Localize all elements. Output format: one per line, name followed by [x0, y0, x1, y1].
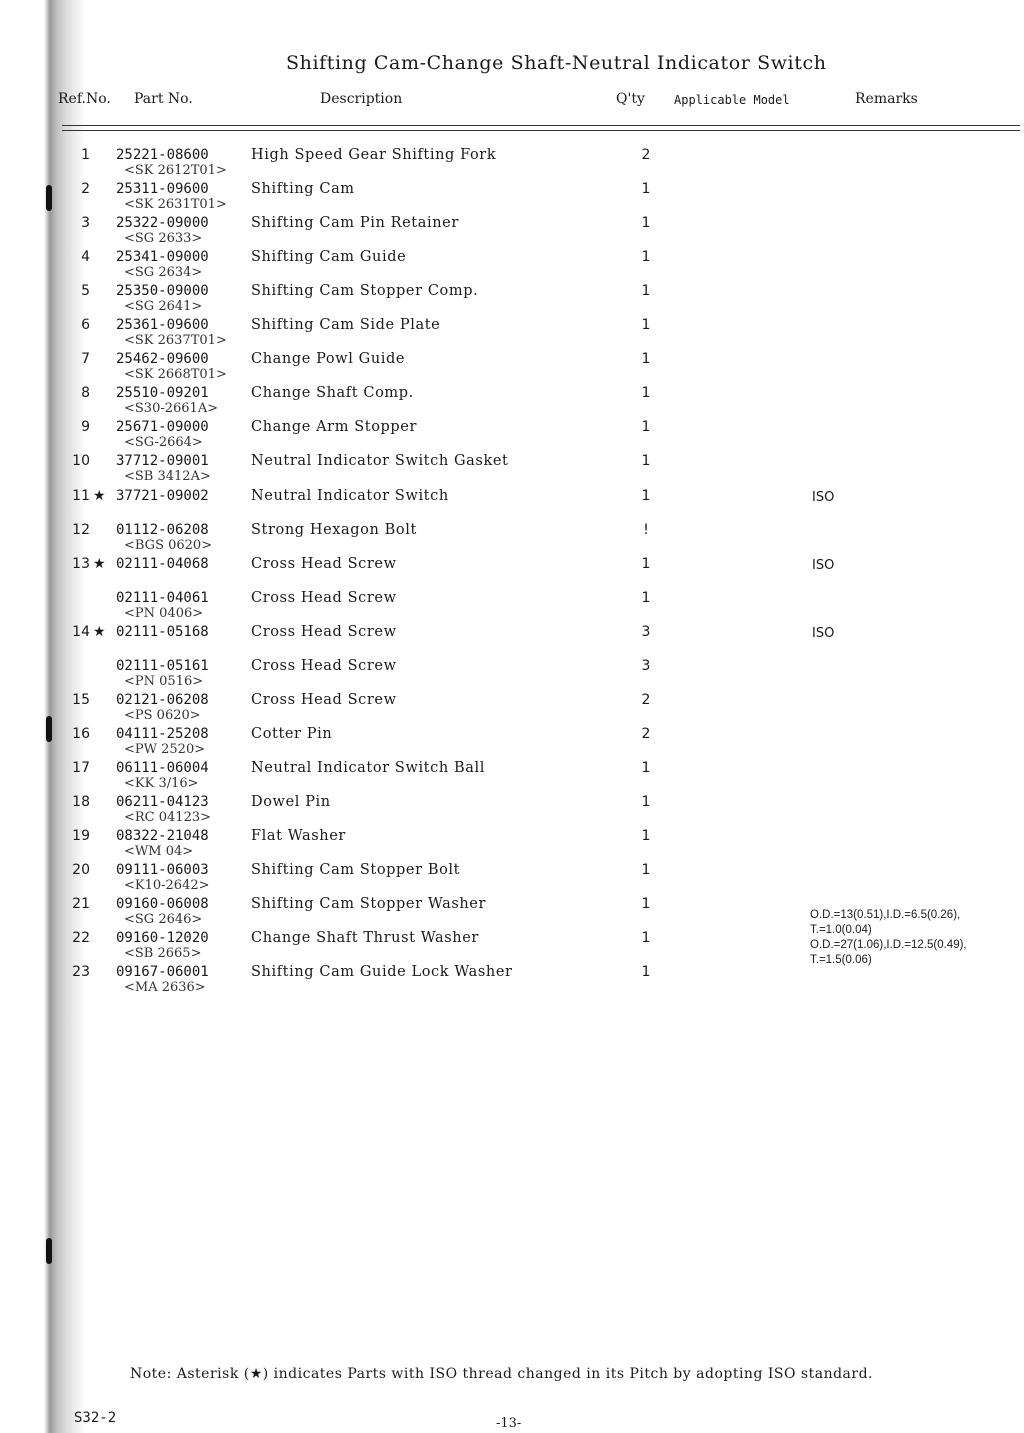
part-number: 02121-06208	[116, 691, 209, 708]
part-number: 02111-05168	[116, 623, 209, 640]
ref-no-cell	[62, 590, 102, 606]
ref-number: 12	[72, 521, 90, 538]
table-row	[0, 453, 1024, 487]
ref-no-cell	[62, 930, 102, 946]
part-number: 06211-04123	[116, 793, 209, 810]
ref-no-cell	[62, 181, 102, 197]
part-description: Shifting Cam Stopper Bolt	[251, 862, 461, 878]
part-code: <SB 2665>	[124, 946, 202, 962]
part-code: <S30-2661A>	[124, 401, 219, 417]
part-code: <PW 2520>	[124, 741, 206, 757]
part-code: <KK 3/16>	[124, 775, 199, 791]
ref-number: 7	[81, 351, 90, 368]
table-row	[0, 590, 1024, 624]
ref-number: 4	[81, 249, 90, 266]
ref-number: 9	[81, 419, 90, 436]
part-number: 02111-04061	[116, 589, 209, 606]
part-number: 25462-09600	[116, 351, 209, 368]
page-number: -13-	[496, 1416, 522, 1431]
part-description: Cross Head Screw	[251, 555, 397, 572]
part-description: Change Arm Stopper	[251, 419, 418, 436]
quantity: 1	[641, 930, 651, 947]
iso-asterisk: ★	[93, 623, 106, 640]
header-ref-no: Ref.No.	[58, 91, 111, 107]
ref-number: 8	[81, 385, 90, 402]
header-divider	[62, 130, 1020, 131]
table-row	[0, 147, 1024, 181]
binding-hole-mark	[46, 1238, 52, 1264]
ref-number: 23	[72, 964, 90, 981]
quantity: 1	[641, 964, 651, 981]
ref-number: 16	[72, 725, 90, 742]
part-number: 25671-09000	[116, 419, 209, 436]
quantity: 1	[641, 487, 651, 504]
part-description: Cross Head Screw	[251, 657, 397, 674]
part-number: 25322-09000	[116, 215, 209, 232]
header-description: Description	[320, 91, 403, 107]
part-description: Change Shaft Comp.	[251, 385, 414, 402]
ref-no-cell	[62, 828, 102, 844]
part-code: <MA 2636>	[124, 980, 206, 996]
ref-number: 18	[72, 793, 90, 810]
quantity: 2	[641, 691, 651, 708]
ref-number: 13	[72, 555, 90, 572]
part-description: Shifting Cam Guide Lock Washer	[251, 964, 513, 981]
part-description: Neutral Indicator Switch	[251, 487, 449, 504]
part-number: 08322-21048	[116, 828, 209, 844]
ref-no-cell	[62, 964, 102, 980]
quantity: 2	[641, 147, 651, 163]
part-number: 09160-06008	[116, 896, 209, 913]
quantity: 3	[641, 657, 651, 674]
washer-dimensions-remarks	[810, 908, 1010, 968]
remark-line: T.=1.0(0.04)	[810, 924, 872, 936]
remark: ISO	[812, 625, 835, 641]
part-description: Cotter Pin	[251, 725, 333, 742]
ref-no-cell	[62, 726, 102, 742]
table-row	[0, 385, 1024, 419]
ref-number: 1	[81, 147, 90, 163]
quantity: 1	[641, 453, 651, 470]
iso-asterisk: ★	[93, 555, 106, 572]
header-part-no: Part No.	[134, 91, 193, 107]
part-number: 25361-09600	[116, 317, 209, 334]
ref-number: 20	[72, 862, 90, 878]
ref-no-cell	[62, 794, 102, 810]
table-row	[0, 862, 1024, 896]
part-number: 25341-09000	[116, 249, 209, 266]
ref-no-cell	[62, 147, 102, 163]
part-code: <SG 2634>	[124, 265, 203, 281]
part-number: 04111-25208	[116, 725, 209, 742]
quantity: 1	[641, 419, 651, 436]
part-code: <SK 2612T01>	[124, 163, 227, 178]
part-code: <SK 2631T01>	[124, 197, 227, 213]
table-row	[0, 419, 1024, 453]
quantity: 1	[641, 351, 651, 368]
part-description: Neutral Indicator Switch Gasket	[251, 453, 509, 470]
part-code: <PN 0516>	[124, 673, 204, 689]
part-code: <SG 2633>	[124, 231, 203, 247]
quantity: 1	[641, 759, 651, 776]
ref-number: 11	[72, 487, 90, 504]
part-number: 09167-06001	[116, 964, 209, 981]
table-row	[0, 692, 1024, 726]
part-code: <SK 2637T01>	[124, 333, 227, 349]
ref-number: 3	[81, 215, 90, 232]
quantity: 1	[641, 283, 651, 300]
part-number: 25311-09600	[116, 181, 209, 198]
quantity: 2	[641, 725, 651, 742]
ref-no-cell	[62, 555, 106, 572]
part-description: Change Powl Guide	[251, 351, 406, 368]
part-number: 02111-05161	[116, 657, 209, 674]
table-row	[0, 556, 1024, 590]
quantity: 3	[641, 623, 651, 640]
quantity: 1	[641, 896, 651, 913]
ref-number: 5	[81, 283, 90, 300]
part-description: Change Shaft Thrust Washer	[251, 930, 479, 947]
ref-no-cell	[62, 487, 106, 504]
table-row	[0, 726, 1024, 760]
part-code: <BGS 0620>	[124, 537, 213, 553]
ref-no-cell	[62, 215, 102, 231]
ref-number: 17	[72, 759, 90, 776]
ref-no-cell	[62, 658, 102, 674]
table-row	[0, 488, 1024, 522]
ref-number: 2	[81, 181, 90, 198]
ref-number: 10	[72, 453, 90, 470]
quantity: 1	[641, 589, 651, 606]
ref-no-cell	[62, 419, 102, 435]
table-row	[0, 794, 1024, 828]
quantity: !	[643, 521, 649, 538]
part-code: <RC 04123>	[124, 809, 212, 825]
quantity: 1	[641, 828, 651, 844]
part-number: 01112-06208	[116, 521, 209, 538]
part-number: 02111-04068	[116, 555, 209, 572]
part-number: 37721-09002	[116, 487, 209, 504]
part-number: 25350-09000	[116, 283, 209, 300]
ref-no-cell	[62, 692, 102, 708]
part-description: Shifting Cam Stopper Washer	[251, 896, 487, 913]
ref-number: 6	[81, 317, 90, 334]
ref-no-cell	[62, 862, 102, 878]
part-code: <SG 2646>	[124, 912, 203, 928]
quantity: 1	[641, 249, 651, 266]
ref-no-cell	[62, 760, 102, 776]
remark-line: O.D.=27(1.06),I.D.=12.5(0.49),	[810, 939, 967, 951]
header-remarks: Remarks	[855, 91, 918, 107]
remark: ISO	[812, 489, 835, 505]
part-number: 25221-08600	[116, 147, 209, 163]
ref-no-cell	[62, 283, 102, 299]
quantity: 1	[641, 862, 651, 878]
ref-no-cell	[62, 249, 102, 265]
part-description: Shifting Cam Stopper Comp.	[251, 283, 479, 300]
part-code: <PN 0406>	[124, 605, 204, 621]
part-code: <SB 3412A>	[124, 469, 211, 485]
part-number: 37712-09001	[116, 453, 209, 470]
ref-number: 22	[72, 930, 90, 947]
ref-no-cell	[62, 453, 102, 469]
part-number: 06111-06004	[116, 759, 209, 776]
table-row	[0, 249, 1024, 283]
part-description: Shifting Cam Side Plate	[251, 317, 441, 334]
part-description: Neutral Indicator Switch Ball	[251, 759, 485, 776]
ref-no-cell	[62, 896, 102, 912]
ref-number: 14	[72, 623, 90, 640]
page-title: Shifting Cam-Change Shaft-Neutral Indicator Switch	[286, 52, 827, 74]
table-row	[0, 624, 1024, 658]
header-applicable-model: Applicable Model	[674, 93, 790, 107]
ref-no-cell	[62, 317, 102, 333]
part-number: 09111-06003	[116, 862, 209, 878]
ref-number: 19	[72, 828, 90, 844]
remark: ISO	[812, 557, 835, 573]
iso-asterisk: ★	[93, 487, 106, 504]
table-row	[0, 283, 1024, 317]
header-qty: Q'ty	[616, 91, 645, 107]
part-number: 09160-12020	[116, 930, 209, 947]
table-row	[0, 351, 1024, 385]
part-code: <WM 04>	[124, 844, 194, 859]
table-row	[0, 215, 1024, 249]
part-description: Shifting Cam Pin Retainer	[251, 215, 459, 232]
quantity: 1	[641, 793, 651, 810]
part-code: <SK 2668T01>	[124, 367, 227, 383]
part-description: Flat Washer	[251, 828, 346, 844]
ref-no-cell	[62, 623, 106, 640]
part-description: Shifting Cam	[251, 181, 355, 198]
part-description: Strong Hexagon Bolt	[251, 521, 417, 538]
ref-number: 21	[72, 896, 90, 913]
page-code: S32-2	[74, 1410, 117, 1426]
part-code: <PS 0620>	[124, 707, 201, 723]
table-row	[0, 658, 1024, 692]
quantity: 1	[641, 555, 651, 572]
part-description: Cross Head Screw	[251, 623, 397, 640]
table-row	[0, 317, 1024, 351]
part-description: Dowel Pin	[251, 793, 331, 810]
part-description: High Speed Gear Shifting Fork	[251, 147, 497, 163]
remark-line: T.=1.5(0.06)	[810, 954, 872, 966]
remark-line: O.D.=13(0.51),I.D.=6.5(0.26),	[810, 909, 961, 921]
header-divider	[62, 125, 1020, 126]
part-code: <SG 2641>	[124, 299, 203, 315]
quantity: 1	[641, 385, 651, 402]
table-row	[0, 828, 1024, 862]
part-description: Shifting Cam Guide	[251, 249, 407, 266]
ref-no-cell	[62, 385, 102, 401]
part-code: <K10-2642>	[124, 878, 210, 893]
part-description: Cross Head Screw	[251, 691, 397, 708]
quantity: 1	[641, 215, 651, 232]
part-description: Cross Head Screw	[251, 589, 397, 606]
quantity: 1	[641, 317, 651, 334]
part-number: 25510-09201	[116, 385, 209, 402]
ref-no-cell	[62, 522, 102, 538]
part-code: <SG-2664>	[124, 435, 203, 451]
quantity: 1	[641, 181, 651, 198]
table-row	[0, 181, 1024, 215]
ref-number: 15	[72, 691, 90, 708]
ref-no-cell	[62, 351, 102, 367]
footnote: Note: Asterisk (★) indicates Parts with ISO thread changed in its Pitch by adopting ISO standard.	[130, 1366, 873, 1382]
table-row	[0, 760, 1024, 794]
table-row	[0, 964, 1024, 998]
table-row	[0, 522, 1024, 556]
